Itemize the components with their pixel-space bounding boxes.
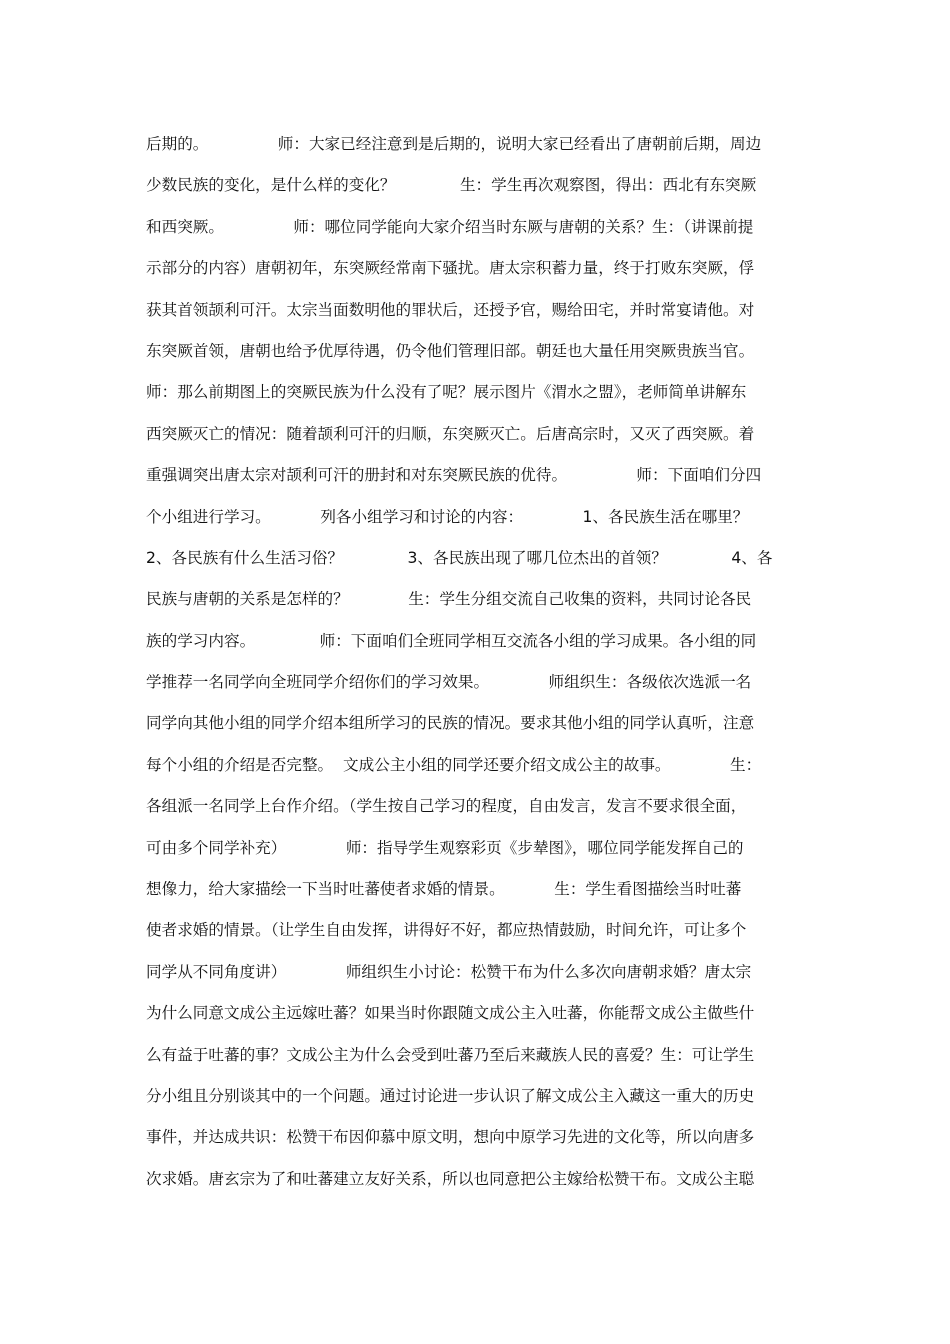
text-line: 少数民族的变化，是什么样的变化？ 生：学生再次观察图，得出：西北有东突厥 — [146, 176, 757, 195]
text-line: 么有益于吐蕃的事？文成公主为什么会受到吐蕃乃至后来藏族人民的喜爱？生：可让学生 — [146, 1045, 755, 1064]
text-line: 使者求婚的情景。（让学生自由发挥，讲得好不好，都应热情鼓励，时间允许，可让多个 — [146, 921, 747, 940]
text-line: 学推荐一名同学向全班同学介绍你们的学习效果。 师组织生：各级依次选派一名 — [146, 673, 752, 692]
text-line: 师：那么前期图上的突厥民族为什么没有了呢？展示图片《渭水之盟》，老师简单讲解东 — [146, 383, 747, 402]
text-line: 各组派一名同学上台作介绍。（学生按自己学习的程度，自由发言，发言不要求很全面， — [146, 797, 747, 816]
text-line: 2、各民族有什么生活习俗？ 3、各民族出现了哪几位杰出的首领？ 4、各 — [146, 548, 773, 567]
text-line: 分小组且分别谈其中的一个问题。通过讨论进一步认识了解文成公主入藏这一重大的历史 — [146, 1086, 755, 1105]
text-line: 东突厥首领，唐朝也给予优厚待遇，仍令他们管理旧部。朝廷也大量任用突厥贵族当官。 — [146, 341, 755, 360]
text-line: 可由多个同学补充） 师：指导学生观察彩页《步辇图》，哪位同学能发挥自己的 — [146, 838, 744, 857]
body-text — [146, 124, 806, 1200]
text-line: 和西突厥。 师：哪位同学能向大家介绍当时东厥与唐朝的关系？生：（讲课前提 — [146, 217, 754, 236]
text-line: 获其首领颉利可汗。太宗当面数明他的罪状后，还授予官，赐给田宅，并时常宴请他。对 — [146, 300, 755, 319]
text-line: 为什么同意文成公主远嫁吐蕃？如果当时你跟随文成公主入吐蕃，你能帮文成公主做些什 — [146, 1004, 755, 1023]
text-line: 个小组进行学习。 列各小组学习和讨论的内容： 1、各民族生活在哪里？ — [146, 507, 749, 526]
text-line: 同学从不同角度讲） 师组织生小讨论：松赞干布为什么多次向唐朝求婚？唐太宗 — [146, 962, 752, 981]
text-line: 事件，并达成共识：松赞干布因仰慕中原文明，想向中原学习先进的文化等，所以向唐多 — [146, 1128, 755, 1147]
text-line: 同学向其他小组的同学介绍本组所学习的民族的情况。要求其他小组的同学认真听，注意 — [146, 714, 755, 733]
text-line: 每个小组的介绍是否完整。 文成公主小组的同学还要介绍文成公主的故事。 生： — [146, 755, 762, 774]
text-line: 次求婚。唐玄宗为了和吐蕃建立友好关系，所以也同意把公主嫁给松赞干布。文成公主聪 — [146, 1169, 755, 1188]
text-line: 民族与唐朝的关系是怎样的？ 生：学生分组交流自己收集的资料，共同讨论各民 — [146, 590, 752, 609]
text-line: 示部分的内容）唐朝初年，东突厥经常南下骚扰。唐太宗积蓄力量，终于打败东突厥，俘 — [146, 259, 755, 278]
text-line: 族的学习内容。 师：下面咱们全班同学相互交流各小组的学习成果。各小组的同 — [146, 631, 757, 650]
text-line: 后期的。 师：大家已经注意到是后期的，说明大家已经看出了唐朝前后期，周边 — [146, 135, 762, 153]
text-line: 重强调突出唐太宗对颉利可汗的册封和对东突厥民族的优待。 师：下面咱们分四 — [146, 466, 762, 485]
text-line: 西突厥灭亡的情况：随着颉利可汗的归顺，东突厥灭亡。后唐高宗时，又灭了西突厥。着 — [146, 424, 755, 443]
text-line: 想像力，给大家描绘一下当时吐蕃使者求婚的情景。 生：学生看图描绘当时吐蕃 — [146, 880, 742, 899]
